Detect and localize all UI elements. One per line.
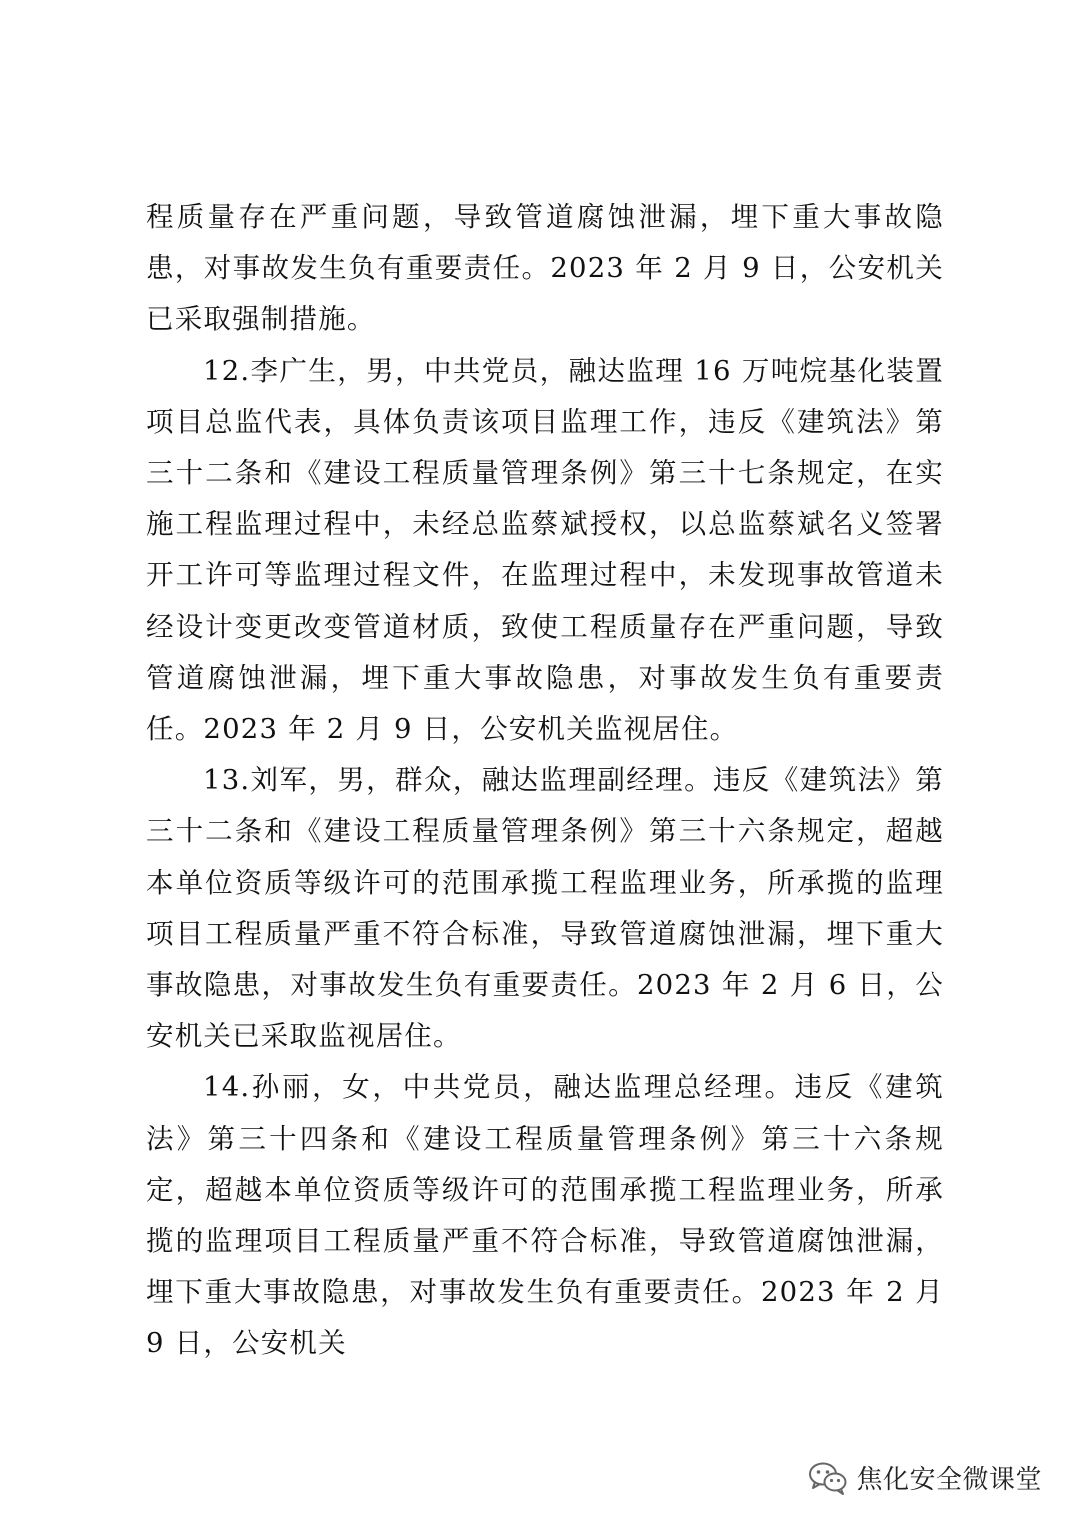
wechat-icon <box>808 1461 848 1495</box>
source-watermark <box>808 1459 1042 1496</box>
watermark-text: 焦化安全微课堂 <box>856 1465 1042 1495</box>
paragraph-continuation: 程质量存在严重问题，导致管道腐蚀泄漏，埋下重大事故隐患，对事故发生负有重要责任。2023 年 2 月 9 日，公安机关已采取强制措施。 <box>146 201 944 336</box>
paragraph-item-13: 13.刘军，男，群众，融达监理副经理。违反《建筑法》第三十二条和《建设工程质量管理条例》第三十六条规定，超越本单位资质等级许可的范围承揽工程监理业务，所承揽的监理项目工程质量严重不符合标准，导致管道腐蚀泄漏，埋下重大事故隐患，对事故发生负有重要责任。2023 年 2 月 6 日，公安机关已采取监视居住。 <box>146 764 944 1053</box>
paragraph-item-14: 14.孙丽，女，中共党员，融达监理总经理。违反《建筑法》第三十四条和《建设工程质量管理条例》第三十六条规定，超越本单位资质等级许可的范围承揽工程监理业务，所承揽的监理项目工程质量严重不符合标准，导致管道腐蚀泄漏，埋下重大事故隐患，对事故发生负有重要责任。2023 年 2 月 9 日，公安机关 <box>146 1071 944 1360</box>
paragraph-item-12: 12.李广生，男，中共党员，融达监理 16 万吨烷基化装置项目总监代表，具体负责该项目监理工作，违反《建筑法》第三十二条和《建设工程质量管理条例》第三十七条规定，在实施工程监理过程中，未经总监蔡斌授权，以总监蔡斌名义签署开工许可等监理过程文件，在监理过程中，未发现事故管道未经设计变更改变管道材质，致使工程质量存在严重问题，导致管道腐蚀泄漏，埋下重大事故隐患，对事故发生负有重要责任。2023 年 2 月 9 日，公安机关监视居住。 <box>146 354 944 746</box>
document-body <box>146 192 944 1370</box>
